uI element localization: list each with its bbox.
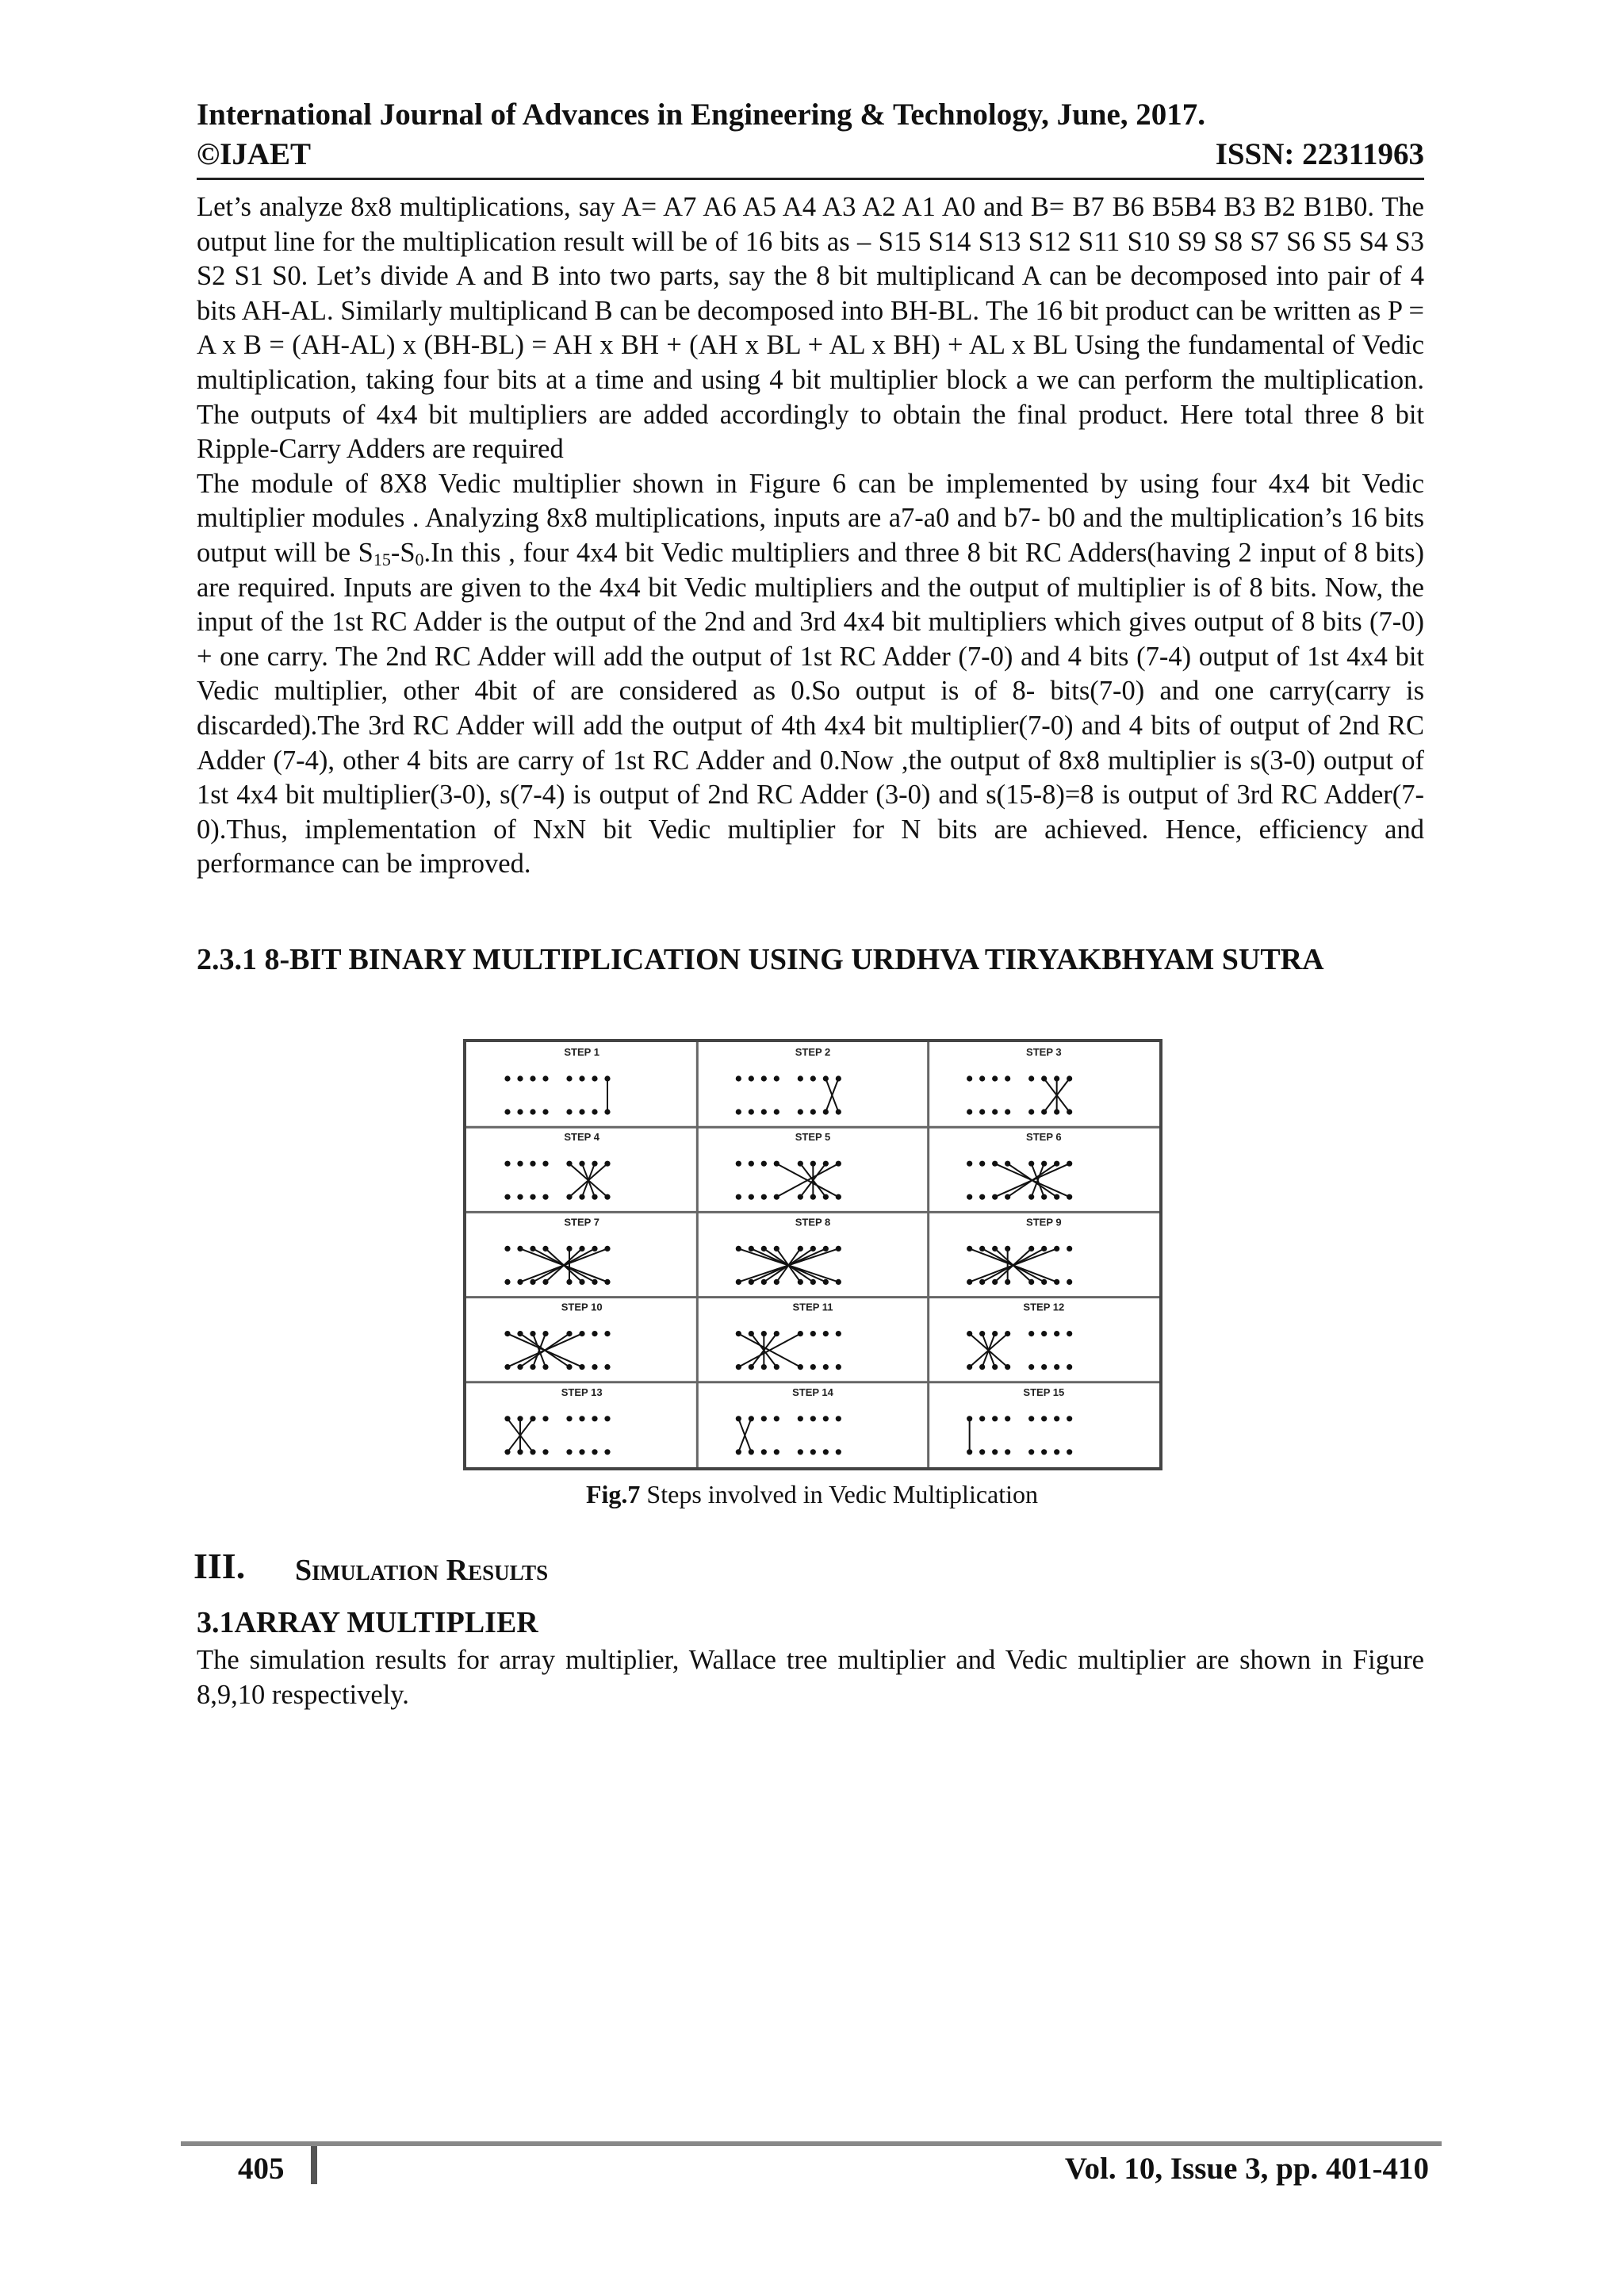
multiplicand-bit-dot bbox=[542, 1075, 548, 1081]
multiplier-bit-dot bbox=[823, 1279, 829, 1285]
multiplicand-bit-dot bbox=[566, 1075, 572, 1081]
multiplicand-bit-dot bbox=[1067, 1416, 1072, 1421]
multiplier-bit-dot bbox=[517, 1194, 523, 1200]
multiplier-bit-dot bbox=[979, 1194, 985, 1200]
volume-info: Vol. 10, Issue 3, pp. 401-410 bbox=[1064, 2152, 1429, 2186]
multiplier-bit-dot bbox=[798, 1364, 803, 1370]
multiplier-bit-dot bbox=[1041, 1449, 1047, 1455]
step-label: STEP 14 bbox=[792, 1386, 833, 1398]
multiplicand-bit-dot bbox=[774, 1075, 779, 1081]
multiplicand-bit-dot bbox=[592, 1075, 597, 1081]
step-label: STEP 12 bbox=[1023, 1301, 1065, 1313]
section-heading-2-3-1: 2.3.1 8-BIT BINARY MULTIPLICATION USING URDHVA TIRYAKBHYAM SUTRA bbox=[197, 943, 1324, 976]
multiplier-bit-dot bbox=[810, 1364, 816, 1370]
multiplier-bit-dot bbox=[579, 1449, 584, 1455]
multiplier-bit-dot bbox=[592, 1279, 597, 1285]
vedic-steps-figure bbox=[463, 1039, 1162, 1470]
multiplicand-bit-dot bbox=[592, 1331, 597, 1336]
multiplier-bit-dot bbox=[604, 1364, 610, 1370]
multiplier-bit-dot bbox=[530, 1279, 535, 1285]
multiplier-bit-dot bbox=[749, 1194, 754, 1200]
multiplier-bit-dot bbox=[592, 1109, 597, 1114]
multiplier-bit-dot bbox=[761, 1194, 767, 1200]
multiplier-bit-dot bbox=[542, 1109, 548, 1114]
multiplicand-bit-dot bbox=[1041, 1331, 1047, 1336]
multiplier-bit-dot bbox=[1054, 1364, 1059, 1370]
paragraph-1: Let’s analyze 8x8 multiplications, say A= A7 A6 A5 A4 A3 A2 A1 A0 and B= B7 B6 B5B4 B3 B2 B1B0. The output line for the multiplication result will be of 16 bits as – S15 S14 S13 S12 S11 S10 S9 S8 S7 S6 S5 S4 S3 S2 S1 S0. Let’s divide A and B into two parts, say the 8 bit multiplicand A can be decomposed into pair of 4 bits AH-AL. Similarly multiplicand B can be decomposed into BH-BL. The 16 bit product can be written as P = A x B = (AH-AL) x (BH-BL) = AH x BH + (AH x BL + AL x BH) + AL x BL Using the fundamental of Vedic multiplication, taking four bits at a time and using 4 bit multiplier block a we can perform the multiplication. The outputs of 4x4 bit multipliers are added accordingly to obtain the final product. Here total three 8 bit Ripple-Carry Adders are required bbox=[197, 192, 1424, 465]
multiplicand-bit-dot bbox=[604, 1331, 610, 1336]
multiplicand-bit-dot bbox=[604, 1416, 610, 1421]
multiplicand-bit-dot bbox=[1054, 1416, 1059, 1421]
multiplicand-bit-dot bbox=[967, 1075, 972, 1081]
multiplicand-bit-dot bbox=[1067, 1331, 1072, 1336]
footer-divider bbox=[311, 2146, 317, 2184]
multiplier-bit-dot bbox=[504, 1194, 510, 1200]
multiplier-bit-dot bbox=[1028, 1449, 1034, 1455]
multiplier-bit-dot bbox=[1028, 1109, 1034, 1114]
multiplicand-bit-dot bbox=[798, 1331, 803, 1336]
step-label: STEP 15 bbox=[1023, 1386, 1065, 1398]
multiplier-bit-dot bbox=[774, 1109, 779, 1114]
multiplier-bit-dot bbox=[736, 1109, 741, 1114]
multiplier-bit-dot bbox=[517, 1109, 523, 1114]
step-label: STEP 1 bbox=[564, 1046, 599, 1058]
multiplier-bit-dot bbox=[992, 1109, 998, 1114]
figure-caption-label: Fig.7 bbox=[585, 1480, 641, 1508]
multiplier-bit-dot bbox=[542, 1194, 548, 1200]
multiplicand-bit-dot bbox=[530, 1161, 535, 1167]
step-label: STEP 13 bbox=[561, 1386, 603, 1398]
vedic-steps-diagram bbox=[466, 1042, 1159, 1467]
multiplicand-bit-dot bbox=[979, 1075, 985, 1081]
multiplicand-bit-dot bbox=[517, 1075, 523, 1081]
section-3-number: III. bbox=[193, 1546, 246, 1586]
subscript-15: 15 bbox=[373, 549, 391, 569]
multiplier-bit-dot bbox=[823, 1449, 829, 1455]
header-rule bbox=[197, 178, 1424, 180]
multiplicand-bit-dot bbox=[736, 1075, 741, 1081]
multiplicand-bit-dot bbox=[798, 1075, 803, 1081]
multiplier-bit-dot bbox=[979, 1109, 985, 1114]
body-text bbox=[197, 190, 1424, 882]
multiplier-bit-dot bbox=[579, 1109, 584, 1114]
multiplicand-bit-dot bbox=[504, 1161, 510, 1167]
step-label: STEP 3 bbox=[1026, 1046, 1062, 1058]
step-label: STEP 2 bbox=[795, 1046, 831, 1058]
multiplier-bit-dot bbox=[836, 1449, 841, 1455]
subsection-3-1-title: 3.1ARRAY MULTIPLIER bbox=[197, 1606, 538, 1639]
multiplicand-bit-dot bbox=[1041, 1246, 1047, 1251]
multiplier-bit-dot bbox=[530, 1194, 535, 1200]
multiplier-bit-dot bbox=[761, 1449, 767, 1455]
multiplier-bit-dot bbox=[810, 1449, 816, 1455]
multiplicand-bit-dot bbox=[1041, 1416, 1047, 1421]
multiplier-bit-dot bbox=[1041, 1364, 1047, 1370]
multiplicand-bit-dot bbox=[992, 1416, 998, 1421]
multiplicand-bit-dot bbox=[749, 1075, 754, 1081]
subscript-0: 0 bbox=[415, 549, 424, 569]
step-label: STEP 7 bbox=[564, 1216, 599, 1228]
page-number: 405 bbox=[238, 2152, 285, 2186]
multiplicand-bit-dot bbox=[749, 1161, 754, 1167]
multiplier-bit-dot bbox=[798, 1449, 803, 1455]
paragraph-2 bbox=[197, 467, 1424, 882]
multiplicand-bit-dot bbox=[1067, 1246, 1072, 1251]
step-label: STEP 5 bbox=[795, 1131, 831, 1144]
multiplicand-bit-dot bbox=[592, 1416, 597, 1421]
multiplicand-bit-dot bbox=[823, 1416, 829, 1421]
issn-label: ISSN: 22311963 bbox=[1215, 137, 1424, 171]
multiplicand-bit-dot bbox=[579, 1331, 584, 1336]
multiplicand-bit-dot bbox=[504, 1246, 510, 1251]
multiplier-bit-dot bbox=[504, 1279, 510, 1285]
multiplier-bit-dot bbox=[1005, 1109, 1010, 1114]
multiplicand-bit-dot bbox=[810, 1331, 816, 1336]
copyright-label: ©IJAET bbox=[197, 137, 312, 171]
step-label: STEP 4 bbox=[564, 1131, 599, 1144]
footer-rule bbox=[181, 2141, 1442, 2146]
multiplicand-bit-dot bbox=[1028, 1416, 1034, 1421]
paragraph-2-dash: -S bbox=[390, 537, 416, 568]
multiplicand-bit-dot bbox=[823, 1246, 829, 1251]
multiplier-bit-dot bbox=[836, 1364, 841, 1370]
multiplicand-bit-dot bbox=[566, 1416, 572, 1421]
multiplicand-bit-dot bbox=[836, 1161, 841, 1167]
multiplicand-bit-dot bbox=[579, 1416, 584, 1421]
multiplier-bit-dot bbox=[1041, 1279, 1047, 1285]
multiplicand-bit-dot bbox=[774, 1416, 779, 1421]
multiplier-bit-dot bbox=[592, 1449, 597, 1455]
multiplier-bit-dot bbox=[1067, 1279, 1072, 1285]
paragraph-2-part-b: .In this , four 4x4 bit Vedic multipliers and three 8 bit RC Adders(having 2 input of 8 bits) are required. Inputs are given to the 4x4 bit Vedic multipliers and the output of multiplier is of 8 bits. Now, the input of the 1st RC Adder is the output of the 2nd and 3rd 4x4 bit multipliers which gives output of 8 bits (7-0) + one carry. The 2nd RC Adder will add the output of 1st RC Adder (7-0) and 4 bits (7-4) output of 1st 4x4 bit Vedic multiplier, other 4bit of are considered as 0.So output is of 8- bits(7-0) and one carry(carry is discarded).The 3rd RC Adder will add the output of 4th 4x4 bit multiplier(7-0) and 4 bits of output of 2nd RC Adder (7-4), other 4 bits are carry of 1st RC Adder and 0.Now ,the output of 8x8 multiplier is s(3-0) output of 1st 4x4 bit multiplier(3-0), s(7-4) is output of 2nd RC Adder (3-0) and s(15-8)=8 is output of 3rd RC Adder(7-0).Thus, implementation of NxN bit Vedic multiplier for N bits are achieved. Hence, efficiency and performance can be improved. bbox=[197, 537, 1424, 880]
multiplier-bit-dot bbox=[736, 1194, 741, 1200]
multiplicand-bit-dot bbox=[992, 1075, 998, 1081]
multiplicand-bit-dot bbox=[542, 1161, 548, 1167]
multiplicand-bit-dot bbox=[504, 1331, 510, 1336]
multiplicand-bit-dot bbox=[979, 1416, 985, 1421]
multiplier-bit-dot bbox=[1067, 1449, 1072, 1455]
multiplier-bit-dot bbox=[1028, 1364, 1034, 1370]
multiplicand-bit-dot bbox=[810, 1416, 816, 1421]
multiplier-bit-dot bbox=[967, 1194, 972, 1200]
multiplier-bit-dot bbox=[810, 1109, 816, 1114]
multiplicand-bit-dot bbox=[517, 1161, 523, 1167]
multiplier-bit-dot bbox=[542, 1449, 548, 1455]
multiplier-bit-dot bbox=[1067, 1364, 1072, 1370]
multiplier-bit-dot bbox=[1005, 1449, 1010, 1455]
subsection-3-1-text: The simulation results for array multiplier, Wallace tree multiplier and Vedic multiplier are shown in Figure 8,9,10 respectively. bbox=[197, 1645, 1424, 1710]
step-label: STEP 8 bbox=[795, 1216, 831, 1228]
step-label: STEP 6 bbox=[1026, 1131, 1062, 1144]
multiplicand-bit-dot bbox=[1054, 1331, 1059, 1336]
multiplicand-bit-dot bbox=[736, 1161, 741, 1167]
step-label: STEP 9 bbox=[1026, 1216, 1062, 1228]
multiplicand-bit-dot bbox=[542, 1416, 548, 1421]
multiplicand-bit-dot bbox=[836, 1331, 841, 1336]
multiplier-bit-dot bbox=[592, 1364, 597, 1370]
journal-title: International Journal of Advances in Engineering & Technology, June, 2017. bbox=[197, 98, 1206, 132]
section-3-title: Simulation Results bbox=[295, 1554, 549, 1587]
multiplier-bit-dot bbox=[836, 1194, 841, 1200]
multiplicand-bit-dot bbox=[761, 1416, 767, 1421]
multiplicand-bit-dot bbox=[967, 1161, 972, 1167]
multiplier-bit-dot bbox=[774, 1449, 779, 1455]
multiplicand-bit-dot bbox=[761, 1161, 767, 1167]
multiplier-bit-dot bbox=[566, 1449, 572, 1455]
multiplier-bit-dot bbox=[1067, 1194, 1072, 1200]
step-label: STEP 11 bbox=[792, 1301, 833, 1313]
figure-caption-text: Steps involved in Vedic Multiplication bbox=[640, 1480, 1039, 1508]
multiplicand-bit-dot bbox=[810, 1075, 816, 1081]
multiplier-bit-dot bbox=[504, 1109, 510, 1114]
multiplicand-bit-dot bbox=[1005, 1416, 1010, 1421]
multiplicand-bit-dot bbox=[1005, 1075, 1010, 1081]
multiplier-bit-dot bbox=[749, 1109, 754, 1114]
multiplier-bit-dot bbox=[530, 1109, 535, 1114]
multiplier-bit-dot bbox=[979, 1449, 985, 1455]
multiplier-bit-dot bbox=[798, 1109, 803, 1114]
multiplier-bit-dot bbox=[761, 1109, 767, 1114]
multiplicand-bit-dot bbox=[1067, 1161, 1072, 1167]
multiplicand-bit-dot bbox=[530, 1075, 535, 1081]
multiplicand-bit-dot bbox=[504, 1075, 510, 1081]
multiplier-bit-dot bbox=[967, 1109, 972, 1114]
multiplicand-bit-dot bbox=[798, 1416, 803, 1421]
multiplier-bit-dot bbox=[604, 1449, 610, 1455]
multiplicand-bit-dot bbox=[761, 1075, 767, 1081]
multiplicand-bit-dot bbox=[836, 1416, 841, 1421]
multiplicand-bit-dot bbox=[823, 1331, 829, 1336]
multiplier-bit-dot bbox=[566, 1109, 572, 1114]
multiplier-bit-dot bbox=[992, 1449, 998, 1455]
figure-caption bbox=[0, 1480, 1624, 1509]
multiplicand-bit-dot bbox=[1028, 1075, 1034, 1081]
multiplier-bit-dot bbox=[823, 1364, 829, 1370]
multiplicand-bit-dot bbox=[1028, 1331, 1034, 1336]
multiplier-bit-dot bbox=[1054, 1449, 1059, 1455]
step-label: STEP 10 bbox=[561, 1301, 603, 1313]
multiplicand-bit-dot bbox=[979, 1161, 985, 1167]
paragraph-2-part-a: The module of 8X8 Vedic multiplier shown in Figure 6 can be implemented by using four 4x4 bit Vedic multiplier modules . Analyzing 8x8 multiplications, inputs are a7-a0 and b7- b0 and the multiplication’s 16 bits output will be S bbox=[197, 468, 1424, 568]
multiplicand-bit-dot bbox=[579, 1075, 584, 1081]
